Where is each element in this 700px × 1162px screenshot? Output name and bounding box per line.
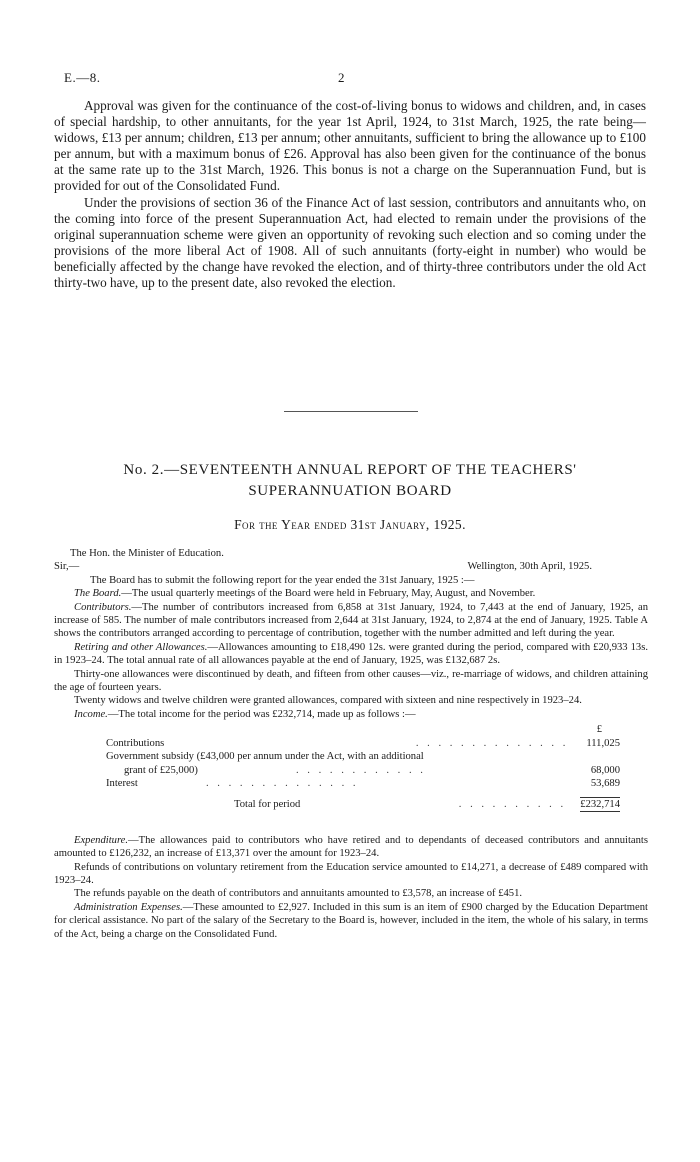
contributors-paragraph xyxy=(54,601,648,641)
income-row-label-continued: grant of £25,000) xyxy=(124,764,198,776)
expenditure-text: —The allowances paid to contributors who have retired and to dependants of deceased contributors and annuitants amounted to £126,232, an increase of £13,371 over the amount for 1923–24. xyxy=(54,834,648,860)
board-text: —The usual quarterly meetings of the Board were held in February, May, August, and November. xyxy=(121,588,536,600)
salutation: Sir,— xyxy=(54,561,80,573)
administration-heading: Administration Expenses. xyxy=(74,901,183,913)
continuation-section xyxy=(54,98,646,291)
income-table xyxy=(54,723,648,811)
report-title xyxy=(110,460,590,502)
report-body xyxy=(54,547,648,941)
report-intro: The Board has to submit the following report for the year ended the 31st January, 1925 :— xyxy=(90,574,475,586)
contributors-heading: Contributors. xyxy=(74,601,132,613)
income-row-label: Government subsidy (£43,000 per annum under the Act, with an additional xyxy=(106,751,424,763)
income-text: —The total income for the period was £232,714, made up as follows :— xyxy=(107,708,416,720)
allowances-paragraph xyxy=(54,641,648,668)
contributors-text: —The number of contributors increased from 6,858 at 31st January, 1924, to 7,443 at the end of January, 1925, an increase of 585. The number of male contributors increased from 2,644 at 31st January, 1924, to 2,874 at the end of January, 1925. Table A shows the contributors arranged according to percentage of contribution, together with the number admitted and left during the year. xyxy=(54,601,648,640)
income-heading: Income. xyxy=(74,708,108,720)
expenditure-heading: Expenditure. xyxy=(74,834,129,846)
income-row-value: 68,000 xyxy=(590,764,620,776)
total-value: £232,714 xyxy=(580,799,620,811)
allowances-text: —Allowances amounting to £18,490 12s. were granted during the period, compared with £20,933 13s. in 1923–24. The total annual rate of all allowances payable at the end of January, 1925, was £132,687 2s. xyxy=(54,641,648,667)
income-paragraph xyxy=(54,708,648,721)
leader-dots: . . . . . . . . . . xyxy=(458,799,567,811)
discontinued-paragraph: Thirty-one allowances were discontinued by death, and fifteen from other causes—viz., re-marriage of widows, and children attaining the age of fourteen years. xyxy=(54,668,648,694)
report-title-line1: No. 2.—SEVENTEENTH ANNUAL REPORT OF THE TEACHERS' xyxy=(123,462,577,478)
refunds-death-paragraph: The refunds payable on the death of contributors and annuitants amounted to £3,578, an increase of £451. xyxy=(74,888,523,900)
leader-dots: . . . . . . . . . . . . . . xyxy=(206,777,359,789)
board-heading: The Board. xyxy=(74,588,122,600)
income-row xyxy=(54,750,648,763)
leader-dots: . . . . . . . . . . . . . . xyxy=(415,737,569,749)
refunds-paragraph: Refunds of contributions on voluntary retirement from the Education service amounted to £14,271, a decrease of £489 compared with 1923–24. xyxy=(54,861,648,886)
total-value-cell xyxy=(566,798,648,811)
leader-dots: . . . . . . . . . . . . xyxy=(296,764,426,776)
expenditure-paragraph xyxy=(54,834,648,861)
administration-paragraph xyxy=(54,901,648,941)
income-row xyxy=(54,777,648,790)
income-row xyxy=(54,737,648,750)
income-row-label: Interest xyxy=(106,777,138,789)
page-number: 2 xyxy=(338,70,345,85)
income-row-value: 53,689 xyxy=(590,777,620,789)
widows-paragraph: Twenty widows and twelve children were granted allowances, compared with sixteen and nine respectively in 1923–24. xyxy=(74,695,582,707)
allowances-heading: Retiring and other Allowances. xyxy=(74,641,208,653)
place-date: Wellington, 30th April, 1925. xyxy=(467,561,592,573)
currency-symbol: £ xyxy=(596,724,602,736)
section-divider xyxy=(284,411,418,412)
income-total-row xyxy=(54,798,648,811)
salutation-row xyxy=(54,560,648,573)
addressee: The Hon. the Minister of Education. xyxy=(70,548,224,559)
report-title-line2: SUPERANNUATION BOARD xyxy=(248,483,452,499)
administration-text: —These amounted to £2,927. Included in this sum is an item of £900 charged by the Education Department for clerical assistance. No part of the salary of the Secretary to the Board is, however, included in the item, the whole of his salary, in terms of the Act, being a charge on the Consolidated Fund. xyxy=(54,901,648,940)
page-reference: E.—8. xyxy=(64,70,101,85)
income-row-value: 111,025 xyxy=(586,737,620,749)
report-subtitle: For the Year ended 31st January, 1925. xyxy=(234,517,466,532)
bonus-paragraph: Approval was given for the continuance of the cost-of-living bonus to widows and children, and, in cases of special hardship, to other annuitants, for the year 1st April, 1924, to 31st March, 1925, the rate being— widows, £13 per annum; children, £13 per annum; other annuitants, sufficient to bring the allowance up to £100 per annum, but with a maximum bonus of £26. Approval has also been given for the continuance of the bonus at the same rate up to the 31st March, 1926. This bonus is not a charge on the Superannuation Fund, but is provided for out of the Consolidated Fund. xyxy=(54,98,646,194)
finance-act-paragraph: Under the provisions of section 36 of the Finance Act of last session, contributors and annuitants who, on the coming into force of the present Superannuation Act, had elected to remain under the provisions of the original superannuation scheme were given an opportunity of revoking such election and so coming under the provisions of the more liberal Act of 1908. All of such annuitants (forty-eight in number) who would be beneficially affected by the change have revoked the election, and of thirty-three contributors under the old Act thirty-two have, up to the present date, also revoked the election. xyxy=(54,194,646,291)
board-paragraph xyxy=(54,587,648,600)
total-label: Total for period xyxy=(234,799,301,811)
income-row-continued xyxy=(54,764,648,777)
income-row-label: Contributions xyxy=(106,737,165,749)
